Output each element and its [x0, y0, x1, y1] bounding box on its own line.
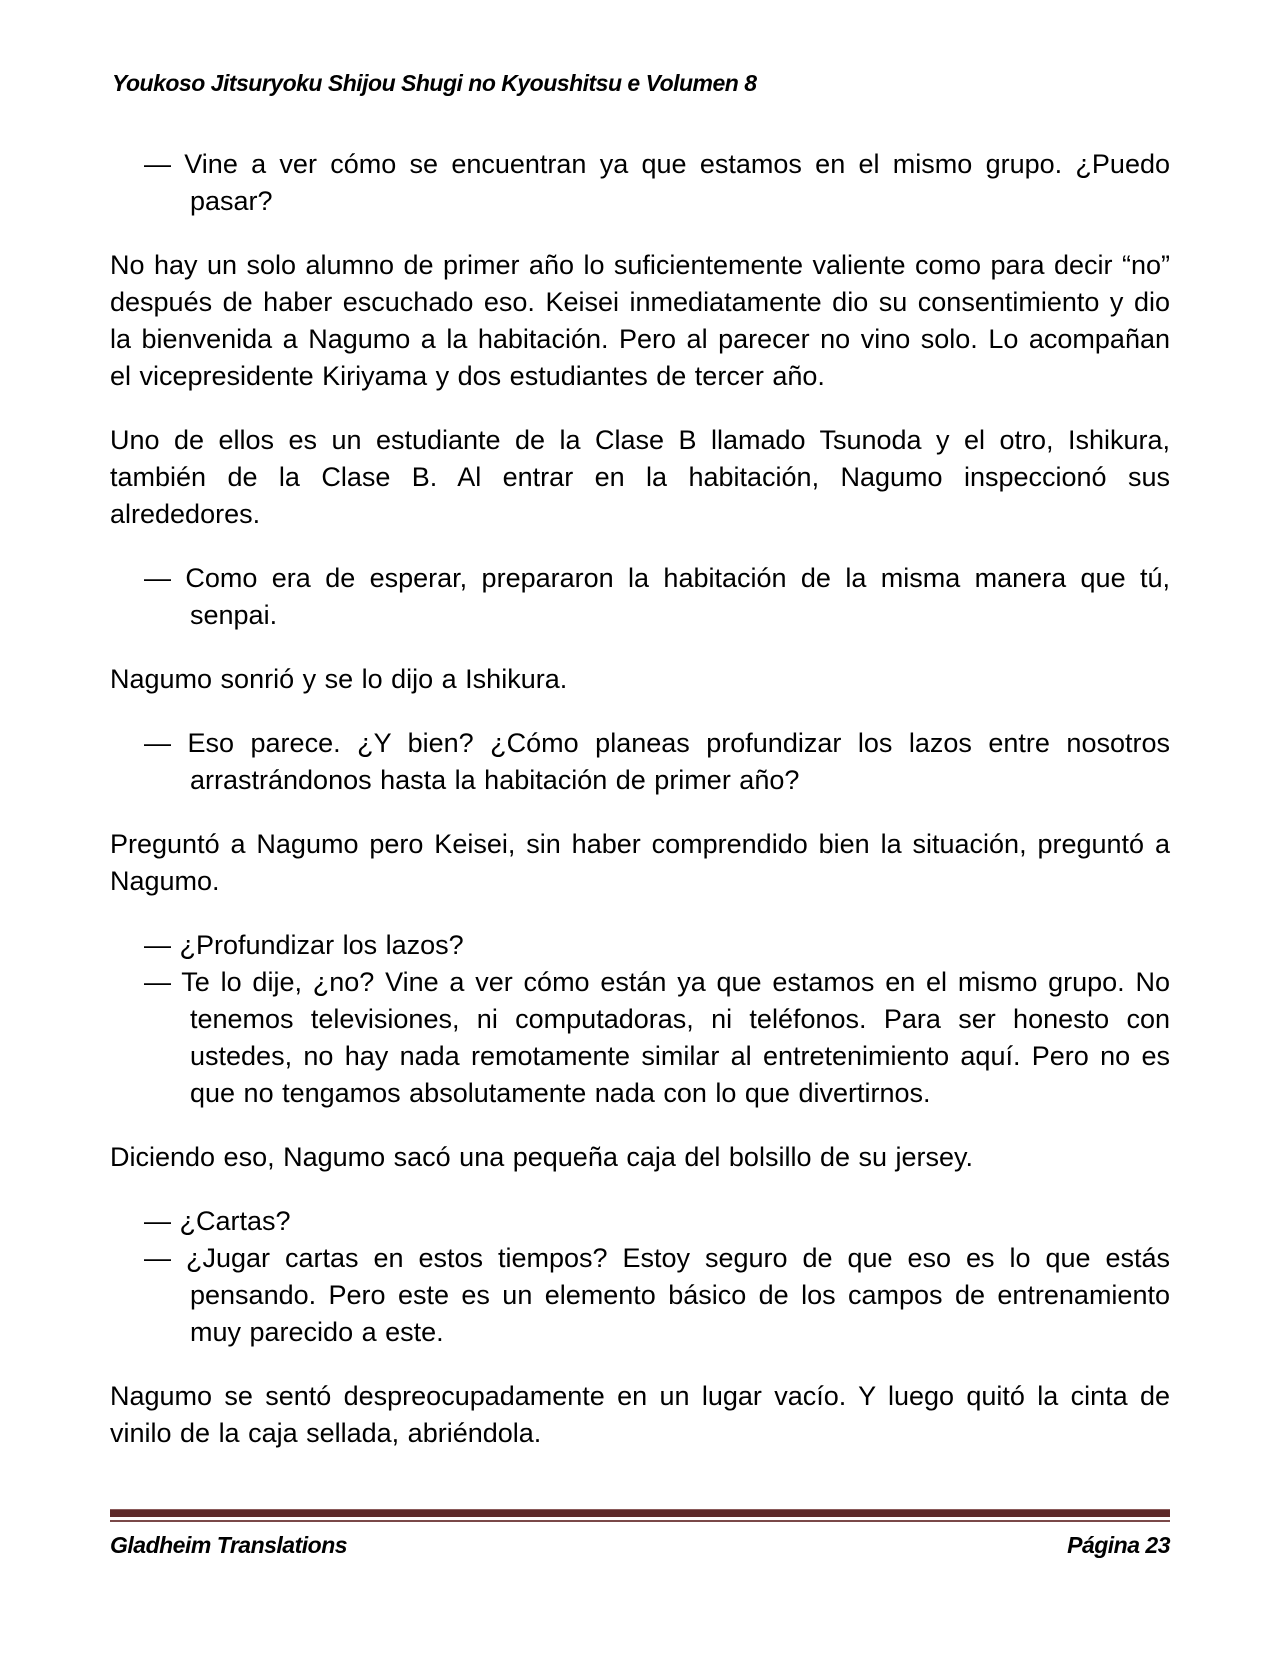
paragraph-narration: No hay un solo alumno de primer año lo suficientemente valiente como para decir “no” después de haber escuchado eso. Keisei inmediatamente dio su consentimiento y dio la bienvenida a Nagumo a la habitación. Pero al parecer no vino solo. Lo acompañan el vicepresidente Kiriyama y dos estudiantes de tercer año.	[110, 250, 1170, 391]
paragraph-narration: Nagumo se sentó despreocupadamente en un lugar vacío. Y luego quitó la cinta de vinilo de la caja sellada, abriéndola.	[110, 1381, 1170, 1448]
paragraph-narration: Nagumo sonrió y se lo dijo a Ishikura.	[110, 664, 568, 694]
page-body	[110, 146, 1170, 1452]
paragraph-narration: Diciendo eso, Nagumo sacó una pequeña caja del bolsillo de su jersey.	[110, 1142, 974, 1172]
paragraph-dialogue: — Como era de esperar, prepararon la habitación de la misma manera que tú, senpai.	[144, 563, 1170, 630]
footer-divider-thin-line	[110, 1520, 1170, 1522]
paragraph-dialogue: — ¿Profundizar los lazos?	[144, 930, 464, 960]
page-header-title: Youkoso Jitsuryoku Shijou Shugi no Kyoushitsu e Volumen 8	[112, 70, 757, 96]
paragraph-dialogue: — Eso parece. ¿Y bien? ¿Cómo planeas profundizar los lazos entre nosotros arrastrándonos hasta la habitación de primer año?	[144, 728, 1170, 795]
page-footer	[110, 1532, 1170, 1559]
footer-translator-name: Gladheim Translations	[110, 1532, 348, 1558]
footer-page-number: Página 23	[1067, 1532, 1170, 1558]
paragraph-narration: Preguntó a Nagumo pero Keisei, sin haber comprendido bien la situación, preguntó a Nagumo.	[110, 829, 1170, 896]
paragraph-narration: Uno de ellos es un estudiante de la Clase B llamado Tsunoda y el otro, Ishikura, también de la Clase B. Al entrar en la habitación, Nagumo inspeccionó sus alrededores.	[110, 425, 1170, 529]
paragraph-dialogue: — ¿Cartas?	[144, 1206, 291, 1236]
footer-divider-thick-bar	[110, 1509, 1170, 1517]
paragraph-dialogue: — ¿Jugar cartas en estos tiempos? Estoy seguro de que eso es lo que estás pensando. Pero este es un elemento básico de los campos de entrenamiento muy parecido a este.	[144, 1243, 1170, 1347]
paragraph-dialogue: — Te lo dije, ¿no? Vine a ver cómo están ya que estamos en el mismo grupo. No tenemos televisiones, ni computadoras, ni teléfonos. Para ser honesto con ustedes, no hay nada remotamente similar al entretenimiento aquí. Pero no es que no tengamos absolutamente nada con lo que divertirnos.	[144, 967, 1170, 1108]
paragraph-dialogue: — Vine a ver cómo se encuentran ya que estamos en el mismo grupo. ¿Puedo pasar?	[144, 149, 1170, 216]
footer-divider-rule	[110, 1509, 1170, 1522]
